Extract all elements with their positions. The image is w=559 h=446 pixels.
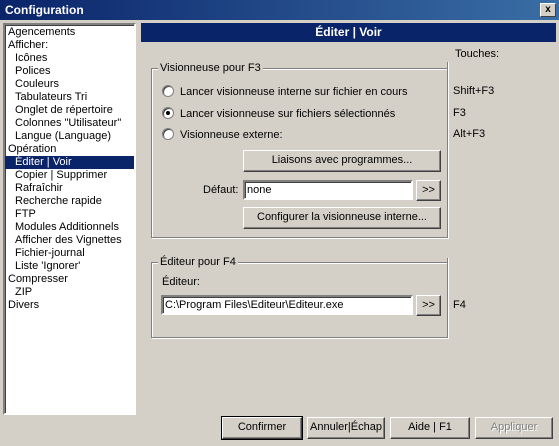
radio-button[interactable] [162,107,174,119]
tree-child-item[interactable]: Modules Additionnels [15,221,119,233]
help-button[interactable]: Aide | F1 [390,417,470,439]
tree-category-item[interactable]: Divers [8,299,40,311]
panel-title: Éditer | Voir [141,23,556,42]
tree-child-item[interactable]: Tabulateurs Tri [15,91,88,103]
tree-child-item[interactable]: Afficher des Vignettes [15,234,122,246]
tree-child-item[interactable]: Colonnes "Utilisateur" [15,117,122,129]
close-icon: x [545,4,551,15]
radio-button[interactable] [162,85,174,97]
tree-child-item[interactable]: ZIP [15,286,33,298]
viewer-group-title: Visionneuse pour F3 [160,62,261,74]
configure-viewer-button[interactable]: Configurer la visionneuse interne... [243,207,441,229]
confirm-button[interactable]: Confirmer [222,417,302,439]
tree-child-item[interactable]: Recherche rapide [15,195,102,207]
tree-category-item[interactable]: Agencements [8,26,76,38]
tree-category-item[interactable]: Compresser [8,273,68,285]
tree-child-item[interactable]: Liste 'Ignorer' [15,260,81,272]
shortcut-f4: F4 [453,299,466,311]
default-browse-button[interactable]: >> [416,180,441,201]
tree-category-item[interactable]: Afficher: [8,39,49,51]
editor-path-input[interactable] [161,295,413,315]
tree-child-item[interactable]: FTP [15,208,36,220]
tree-child-item[interactable]: Copier | Supprimer [15,169,108,181]
editor-group-title: Éditeur pour F4 [160,256,236,268]
tree-child-item[interactable]: Couleurs [15,78,60,90]
radio-button[interactable] [162,128,174,140]
radio-label: Lancer visionneuse interne sur fichier en cours [180,86,408,98]
touches-label: Touches: [455,48,500,60]
apply-button[interactable]: Appliquer [475,417,553,439]
tree-child-item[interactable]: Fichier-journal [15,247,85,259]
default-label: Défaut: [203,184,239,196]
radio-label: Visionneuse externe: [180,129,283,141]
default-viewer-input[interactable] [243,180,413,200]
tree-child-item[interactable]: Onglet de répertoire [15,104,113,116]
window-titlebar [0,0,559,20]
tree-child-item[interactable]: Icônes [15,52,48,64]
shortcut-shift-f3: Shift+F3 [453,85,495,97]
tree-child-item[interactable]: Langue (Language) [15,130,112,142]
editor-label: Éditeur: [162,276,200,288]
radio-external-viewer[interactable] [162,128,283,142]
editor-browse-button[interactable]: >> [416,295,441,316]
cancel-button[interactable]: Annuler|Échap [307,417,385,439]
tree-child-item[interactable]: Rafraîchir [15,182,63,194]
tree-child-item[interactable]: Éditer | Voir [5,156,134,169]
radio-viewer-selected-files[interactable] [162,107,395,121]
tree-category-item[interactable]: Opération [8,143,57,155]
shortcut-alt-f3: Alt+F3 [453,128,486,140]
close-button[interactable] [540,3,556,17]
options-tree[interactable] [3,23,136,415]
radio-label: Lancer visionneuse sur fichiers sélectionnés [180,108,396,120]
associations-button[interactable]: Liaisons avec programmes... [243,150,441,172]
radio-internal-viewer-current[interactable] [162,85,407,99]
tree-child-item[interactable]: Polices [15,65,51,77]
window-title: Configuration [5,3,84,17]
shortcut-f3: F3 [453,107,466,119]
